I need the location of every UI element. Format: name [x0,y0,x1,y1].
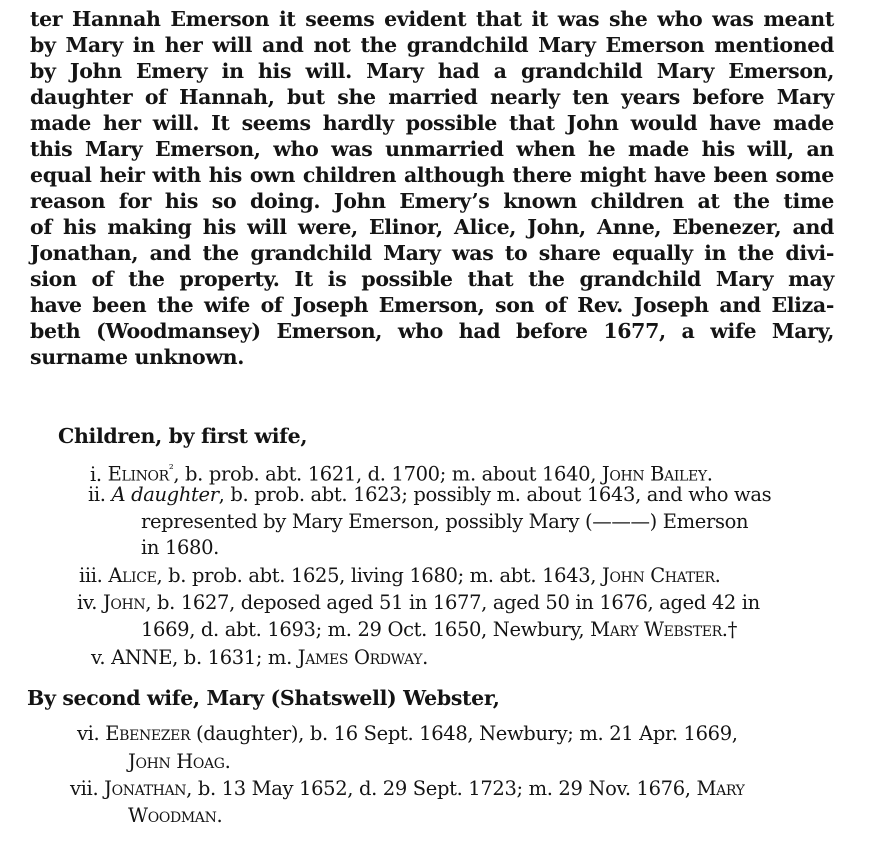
paragraph-line: made her will. It seems hardly possible that John would have made [30,111,834,135]
paragraph-line: of his making his will were, Elinor, Alice, John, Anne, Ebenezer, and [30,215,834,239]
children-heading: Children, by first wife, [58,424,308,448]
paragraph-line: by Mary in her will and not the grandchild Mary Emerson mentioned [30,33,834,57]
child-name: John [102,591,146,614]
child-name: A daughter [111,483,219,506]
dagger-mark: † [727,618,738,641]
entry-continuation: in 1680. [141,536,220,559]
entry-text: , b. 1627, deposed aged 51 in 1677, aged 50 in 1676, aged 42 in [145,591,760,614]
footnote-mark: ² [168,462,174,476]
spouse-name: John Chater. [602,564,721,587]
entry-text: , b. prob. abt. 1621, d. 1700; m. about 1640, [173,462,602,486]
entry-text: , b. prob. abt. 1623; possibly m. about 1643, and who was [218,483,772,506]
spouse-name: Mary Webster. [590,618,728,641]
spouse-name: James Ordway. [297,646,428,669]
entry-number: iv. [77,591,98,614]
child-entry-v [91,646,428,671]
paragraph-line: by John Emery in his will. Mary had a grandchild Mary Emerson, [30,59,834,83]
paragraph-line: this Mary Emerson, who was unmarried when he made his will, an [30,137,834,161]
second-wife-heading: By second wife, Mary (Shatswell) Webster, [27,686,500,710]
child-name: Ebenezer [105,722,191,745]
entry-number: i. [90,462,102,486]
entry-continuation [141,618,737,643]
paragraph-line: Jonathan, and the grandchild Mary was to share equally in the divi- [30,241,834,265]
child-entry-iv [77,591,760,616]
paragraph-line: ter Hannah Emerson it seems evident that it was she who was meant [30,7,834,31]
child-name: Jonathan [104,777,187,800]
entry-text: (daughter), b. 16 Sept. 1648, Newbury; m. 21 Apr. 1669, [190,722,738,745]
spouse-name: John Hoag. [128,750,231,773]
entry-text: , b. prob. abt. 1625, living 1680; m. abt. 1643, [156,564,602,587]
entry-text: , b. 13 May 1652, d. 29 Sept. 1723; m. 29 Nov. 1676, [186,777,697,800]
child-name: Elinor [107,462,169,486]
child-name: ANNE [111,646,173,669]
child-name: Alice [108,564,157,587]
entry-text: 1669, d. abt. 1693; m. 29 Oct. 1650, Newbury, [141,618,591,641]
child-entry-iii [79,564,721,589]
paragraph-line: equal heir with his own children although there might have been some [30,163,834,187]
entry-text: , b. 1631; m. [172,646,298,669]
spouse-name: John Bailey. [601,462,713,486]
spouse-name: Mary [696,777,745,800]
child-entry-ii [88,483,771,508]
entry-number: v. [91,646,106,669]
entry-continuation: represented by Mary Emerson, possibly Mary (———) Emerson [141,510,749,533]
paragraph-line: reason for his so doing. John Emery’s known children at the time [30,189,834,213]
paragraph-line: have been the wife of Joseph Emerson, son of Rev. Joseph and Eliza- [30,293,834,317]
paragraph-line: sion of the property. It is possible that the grandchild Mary may [30,267,834,291]
child-entry-vi [77,722,738,747]
main-paragraph [30,6,834,370]
child-entry-vii [70,777,744,802]
entry-number: ii. [88,483,106,506]
spouse-name: Woodman. [128,804,223,827]
paragraph-line: beth (Woodmansey) Emerson, who had before 1677, a wife Mary, [30,319,834,343]
paragraph-line: daughter of Hannah, but she married nearly ten years before Mary [30,85,834,109]
paragraph-line: surname unknown. [30,345,244,369]
entry-number: vii. [70,777,99,800]
entry-number: vi. [77,722,100,745]
entry-number: iii. [79,564,103,587]
